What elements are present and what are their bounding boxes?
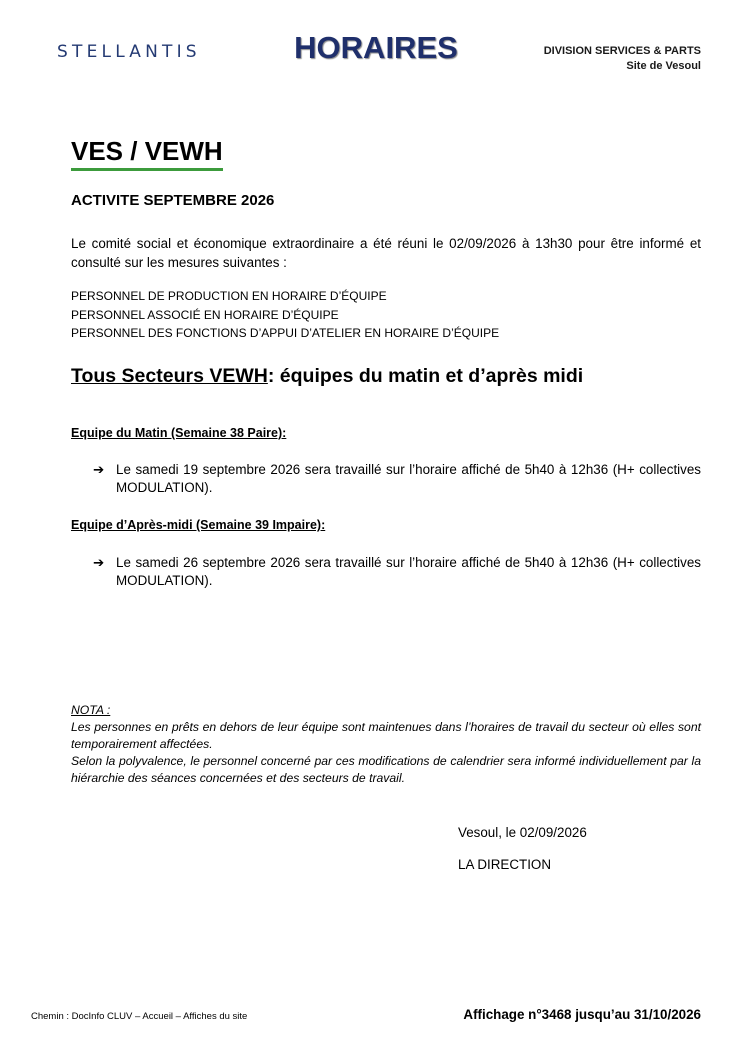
sector-description: : équipes du matin et d’après midi xyxy=(267,365,584,387)
stellantis-logo: STELLANTIS xyxy=(57,42,201,62)
activity-heading: ACTIVITE SEPTEMBRE 2026 xyxy=(71,192,275,209)
footer-path: Chemin : DocInfo CLUV – Accueil – Affiches du site xyxy=(31,1011,248,1022)
nota-paragraph: Selon la polyvalence, le personnel concerné par ces modifications de calendrier sera informé individuellement par la hiérarchie des séances concernées et des secteurs de travail. xyxy=(71,754,701,785)
site-name: Site de Vesoul xyxy=(626,60,701,72)
personnel-list xyxy=(71,287,499,343)
division-block xyxy=(544,44,701,74)
division-name: DIVISION SERVICES & PARTS xyxy=(543,45,701,57)
sector-name: Tous Secteurs VEWH xyxy=(71,365,268,387)
team-item-morning xyxy=(93,461,701,497)
footer-display-number: Affichage n°3468 jusqu’au 31/10/2026 xyxy=(463,1007,701,1022)
intro-paragraph: Le comité social et économique extraordinaire a été réuni le 02/09/2026 à 13h30 pour être informé et consulté sur les mesures suivantes : xyxy=(71,236,701,270)
list-item: PERSONNEL DES FONCTIONS D’APPUI D’ATELIER EN HORAIRE D’ÉQUIPE xyxy=(71,326,500,340)
team-heading-morning: Equipe du Matin (Semaine 38 Paire): xyxy=(71,426,287,440)
document-title: HORAIRES xyxy=(294,30,458,65)
nota-label: NOTA : xyxy=(71,703,111,717)
nota-block xyxy=(71,702,701,787)
team-heading-afternoon: Equipe d’Après-midi (Semaine 39 Impaire): xyxy=(71,518,326,532)
site-code-heading: VES / VEWH xyxy=(71,136,223,171)
team-item-text: Le samedi 19 septembre 2026 sera travaillé sur l’horaire affiché de 5h40 à 12h36 (H+ collectives MODULATION). xyxy=(116,462,701,495)
arrow-right-icon: ➔ xyxy=(93,462,105,477)
team-item-text: Le samedi 26 septembre 2026 sera travaillé sur l’horaire affiché de 5h40 à 12h36 (H+ collectives MODULATION). xyxy=(116,555,701,588)
place-date: Vesoul, le 02/09/2026 xyxy=(458,825,587,840)
team-item-afternoon xyxy=(93,554,701,590)
list-item: PERSONNEL DE PRODUCTION EN HORAIRE D’ÉQUIPE xyxy=(71,289,387,303)
sector-heading xyxy=(71,365,583,388)
nota-paragraph: Les personnes en prêts en dehors de leur équipe sont maintenues dans l’horaires de travail du secteur où elles sont temporairement affectées. xyxy=(71,720,701,751)
arrow-right-icon: ➔ xyxy=(93,555,105,570)
list-item: PERSONNEL ASSOCIÉ EN HORAIRE D’ÉQUIPE xyxy=(71,307,339,322)
signatory: LA DIRECTION xyxy=(458,857,552,872)
